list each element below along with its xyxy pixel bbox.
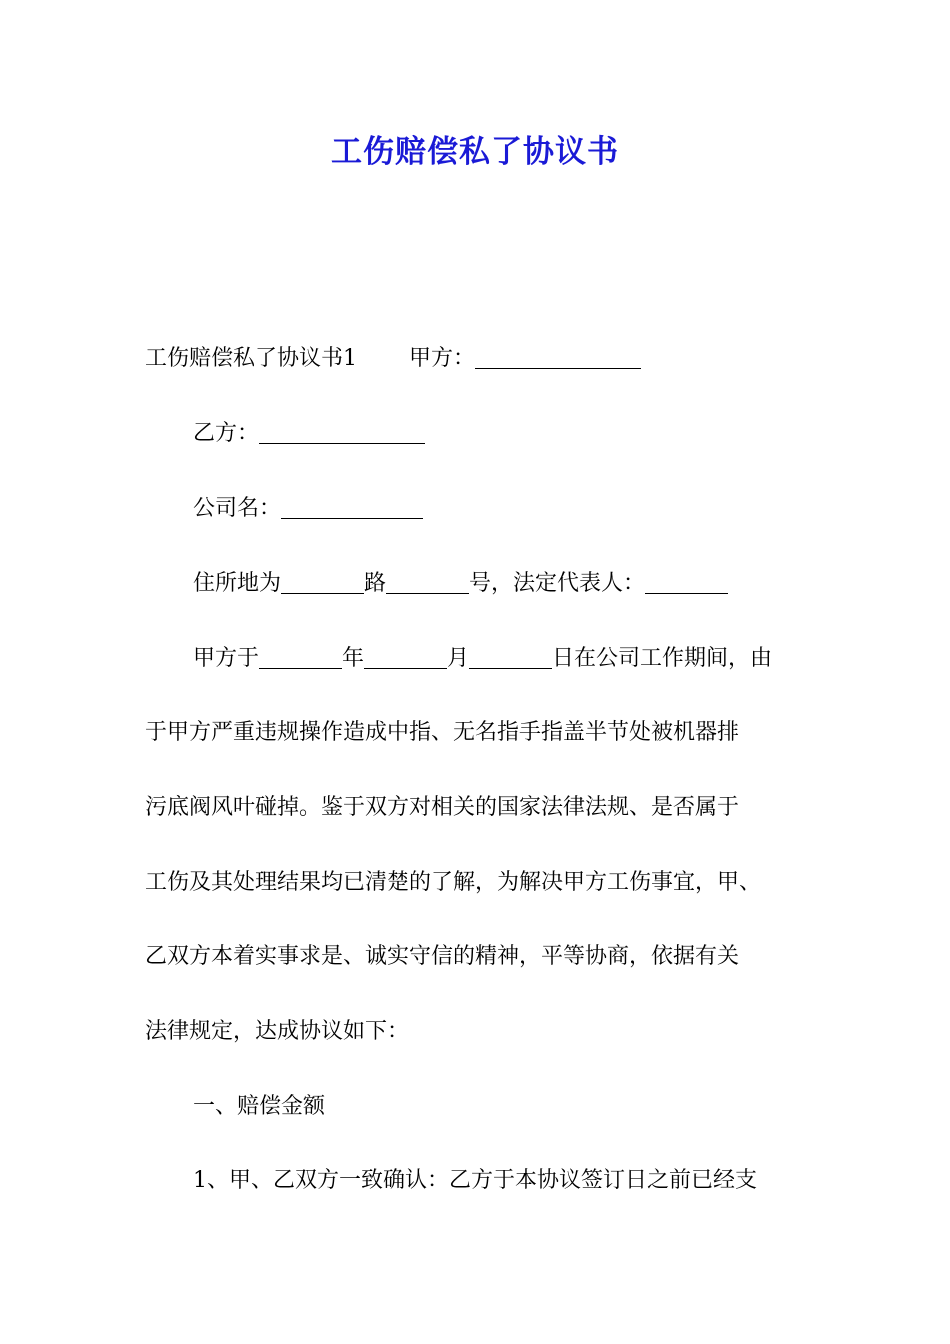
doc-name: 工伤赔偿私了协议书1	[145, 346, 357, 371]
day-blank[interactable]	[469, 646, 552, 669]
party-b-line	[193, 419, 425, 449]
year-blank[interactable]	[259, 646, 342, 669]
date-suffix: 日在公司工作期间，由	[552, 646, 773, 671]
party-a-label: 甲方：	[409, 346, 476, 371]
body-line: 于甲方严重违规操作造成中指、无名指手指盖半节处被机器排	[145, 720, 740, 745]
party-b-label: 乙方：	[193, 421, 260, 446]
number-blank[interactable]	[386, 571, 469, 594]
body-line: 乙双方本着实事求是、诚实守信的精神，平等协商，依据有关	[145, 944, 740, 969]
party-b-blank[interactable]	[259, 421, 425, 444]
road-blank[interactable]	[281, 571, 364, 594]
date-prefix: 甲方于	[193, 646, 260, 671]
section-heading: 一、赔偿金额	[193, 1094, 326, 1119]
address-line	[193, 569, 728, 599]
body-line: 法律规定，达成协议如下：	[145, 1019, 410, 1044]
date-line	[193, 644, 772, 674]
representative-blank[interactable]	[645, 571, 728, 594]
body-line: 污底阀风叶碰掉。鉴于双方对相关的国家法律法规、是否属于	[145, 795, 740, 820]
month-blank[interactable]	[364, 646, 447, 669]
number-rep-label: 号，法定代表人：	[469, 571, 646, 596]
company-blank[interactable]	[281, 496, 423, 519]
company-line	[193, 494, 423, 524]
road-label: 路	[364, 571, 387, 596]
body-line: 工伤及其处理结果均已清楚的了解，为解决甲方工伤事宜，甲、	[145, 870, 762, 895]
month-label: 月	[447, 646, 470, 671]
year-label: 年	[342, 646, 365, 671]
clause-1: 1、甲、乙双方一致确认：乙方于本协议签订日之前已经支	[193, 1168, 757, 1193]
document-title: 工伤赔偿私了协议书	[331, 134, 619, 170]
header-line	[145, 344, 641, 374]
company-label: 公司名：	[193, 496, 282, 521]
party-a-blank[interactable]	[475, 346, 641, 369]
address-prefix: 住所地为	[193, 571, 282, 596]
